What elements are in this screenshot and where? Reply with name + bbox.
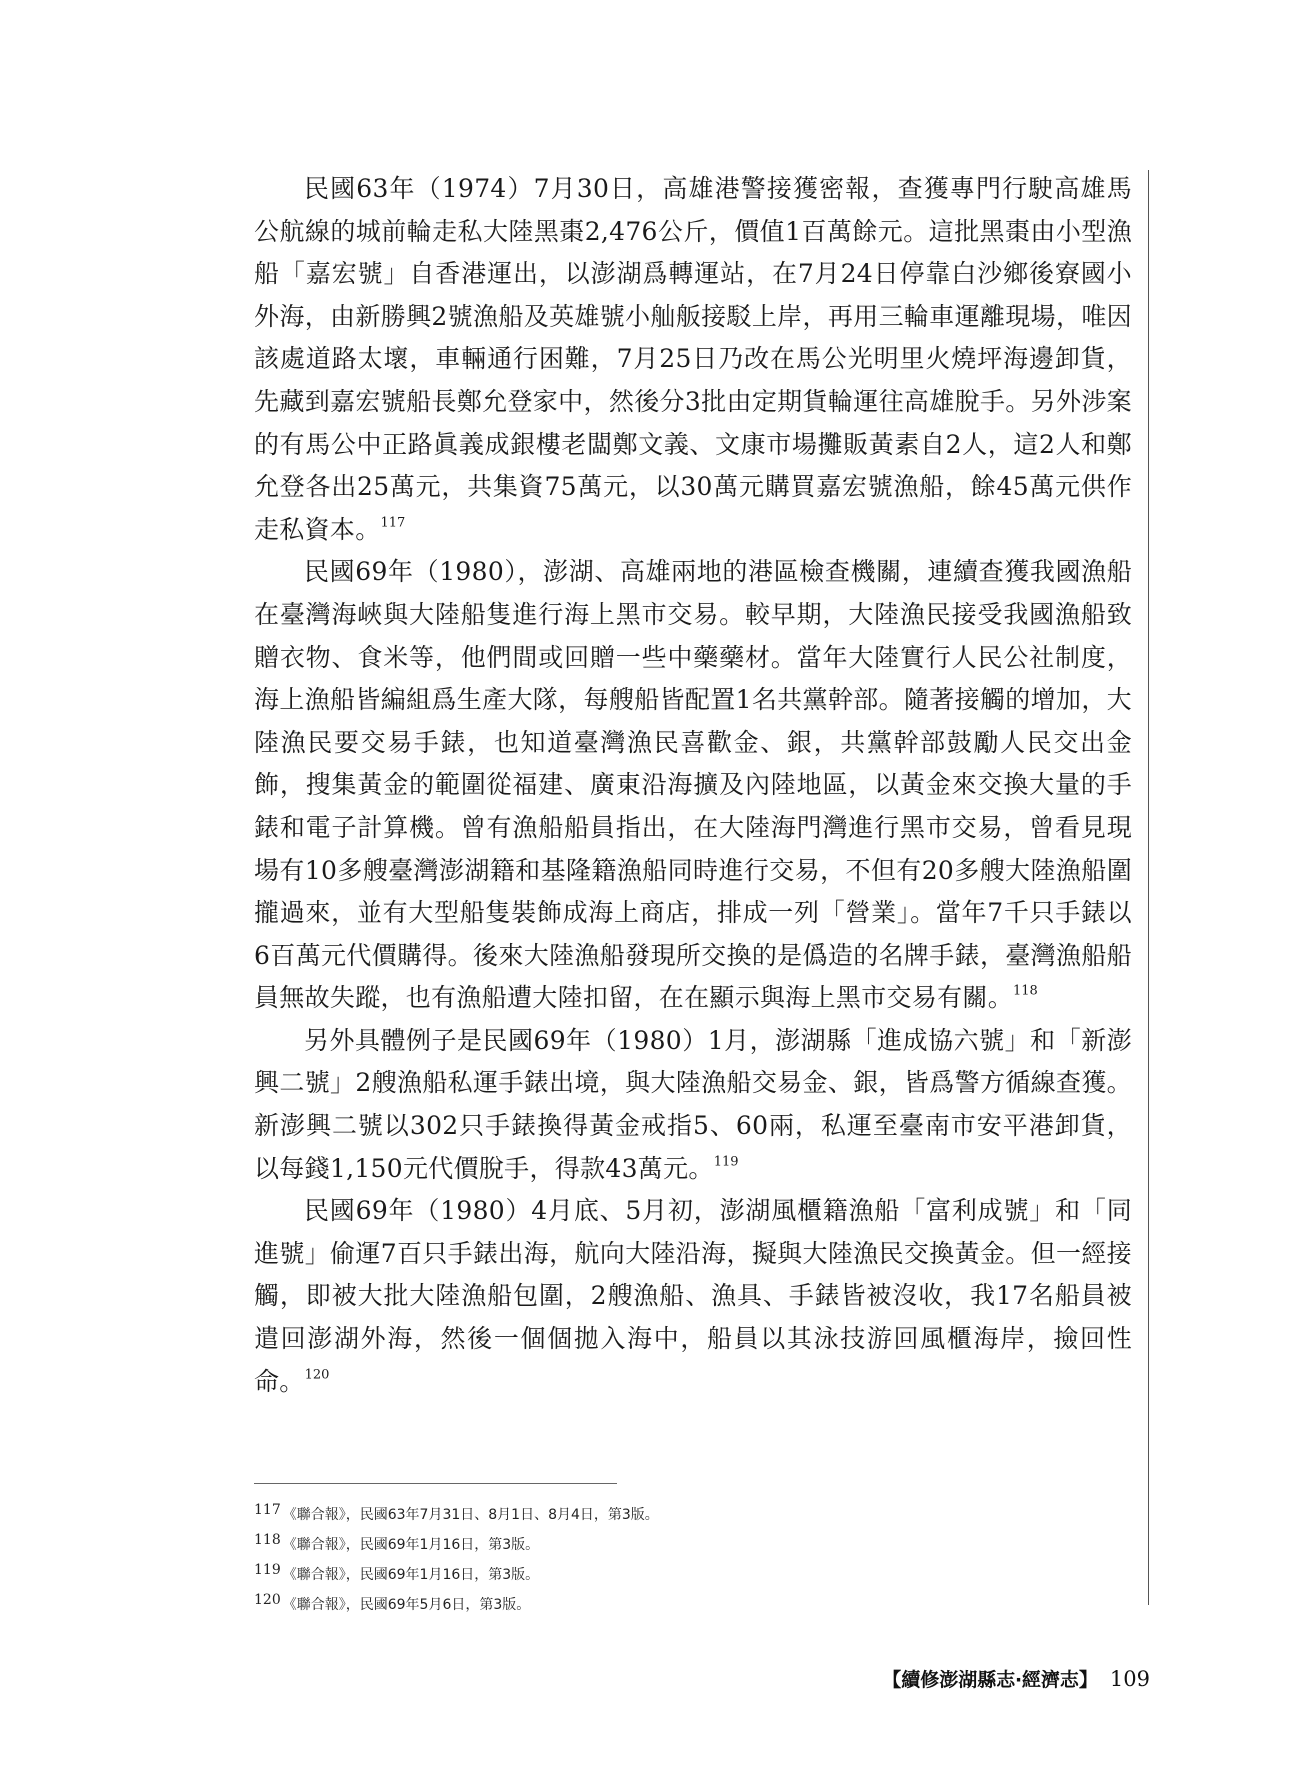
footnote-number: 117: [254, 1502, 281, 1518]
footnote-text: 《聯合報》，民國63年7月31日、8月1日、8月4日，第3版。: [282, 1506, 659, 1523]
paragraph: [254, 1020, 1132, 1190]
footnote-text: 《聯合報》，民國69年1月16日，第3版。: [282, 1536, 540, 1553]
main-text: [254, 168, 1132, 1403]
footnote-ref[interactable]: 120: [304, 1366, 330, 1382]
running-footer: [870, 1665, 1150, 1692]
book-title: 【續修澎湖縣志‧經濟志】: [882, 1669, 1098, 1691]
footnote-number: 120: [254, 1591, 281, 1608]
paragraph-text: 民國69年（1980）4月底、5月初，澎湖風櫃籍漁船「富利成號」和「同進號」偷運7百只手錶出海，航向大陸沿海，擬與大陸漁民交換黃金。但一經接觸，即被大批大陸漁船包圍，2艘漁船、漁具、手錶皆被沒收，我17名船員被遣回澎湖外海，然後一個個拋入海中，船員以其泳技游回風櫃海岸，撿回性命。: [254, 1196, 1132, 1396]
footnote-ref[interactable]: 118: [1013, 983, 1038, 999]
footnote: [254, 1498, 1114, 1528]
footnote-ref[interactable]: 117: [380, 515, 406, 531]
page-number: 109: [1109, 1666, 1150, 1691]
footnote-text: 《聯合報》，民國69年5月6日，第3版。: [282, 1596, 531, 1613]
paragraph-text: 民國63年（1974）7月30日，高雄港警接獲密報，查獲專門行駛高雄馬公航線的城前輪走私大陸黑棗2,476公斤，價值1百萬餘元。這批黑棗由小型漁船「嘉宏號」自香港運出，以澎湖爲轉運站，在7月24日停靠白沙鄉後寮國小外海，由新勝興2號漁船及英雄號小舢舨接駁上岸，再用三輪車運離現場，唯因該處道路太壞，車輛通行困難，7月25日乃改在馬公光明里火燒坪海邊卸貨，先藏到嘉宏號船長鄭允登家中，然後分3批由定期貨輪運往高雄脫手。另外涉案的有馬公中正路眞義成銀樓老闆鄭文義、文康市場攤販黃素自2人，這2人和鄭允登各出25萬元，共集資75萬元，以30萬元購買嘉宏號漁船，餘45萬元供作走私資本。: [254, 174, 1132, 544]
footnote-text: 《聯合報》，民國69年1月16日，第3版。: [282, 1566, 540, 1583]
paragraph: [254, 1190, 1132, 1403]
margin-rule: [1148, 170, 1149, 1605]
paragraph-text: 民國69年（1980），澎湖、高雄兩地的港區檢查機關，連續查獲我國漁船在臺灣海峽與大陸船隻進行海上黑市交易。較早期，大陸漁民接受我國漁船致贈衣物、食米等，他們間或回贈一些中藥藥材。當年大陸實行人民公社制度，海上漁船皆編組爲生產大隊，每艘船皆配置1名共黨幹部。隨著接觸的增加，大陸漁民要交易手錶，也知道臺灣漁民喜歡金、銀，共黨幹部鼓勵人民交出金飾，搜集黃金的範圍從福建、廣東沿海擴及內陸地區，以黃金來交換大量的手錶和電子計算機。曾有漁船船員指出，在大陸海門灣進行黑市交易，曾看見現場有10多艘臺灣澎湖籍和基隆籍漁船同時進行交易，不但有20多艘大陸漁船圍攏過來，並有大型船隻裝飾成海上商店，排成一列「營業」。當年7千只手錶以6百萬元代價購得。後來大陸漁船發現所交換的是僞造的名牌手錶，臺灣漁船船員無故失蹤，也有漁船遭大陸扣留，在在顯示與海上黑市交易有關。: [254, 557, 1132, 1013]
footnote-number: 119: [254, 1561, 281, 1578]
footnote-number: 118: [254, 1531, 281, 1548]
footnotes: [254, 1498, 1114, 1618]
paragraph: [254, 551, 1132, 1020]
footnote: [254, 1528, 1114, 1558]
paragraph-text: 另外具體例子是民國69年（1980）1月，澎湖縣「進成協六號」和「新澎興二號」2艘漁船私運手錶出境，與大陸漁船交易金、銀，皆爲警方循線查獲。新澎興二號以302只手錶換得黃金戒指5、60兩，私運至臺南市安平港卸貨，以每錢1,150元代價脫手，得款43萬元。: [254, 1025, 1132, 1183]
footnote-ref[interactable]: 119: [713, 1153, 739, 1169]
paragraph: [254, 168, 1132, 551]
footnote: [254, 1588, 1114, 1618]
footnote: [254, 1558, 1114, 1588]
footnote-divider: [254, 1483, 617, 1484]
